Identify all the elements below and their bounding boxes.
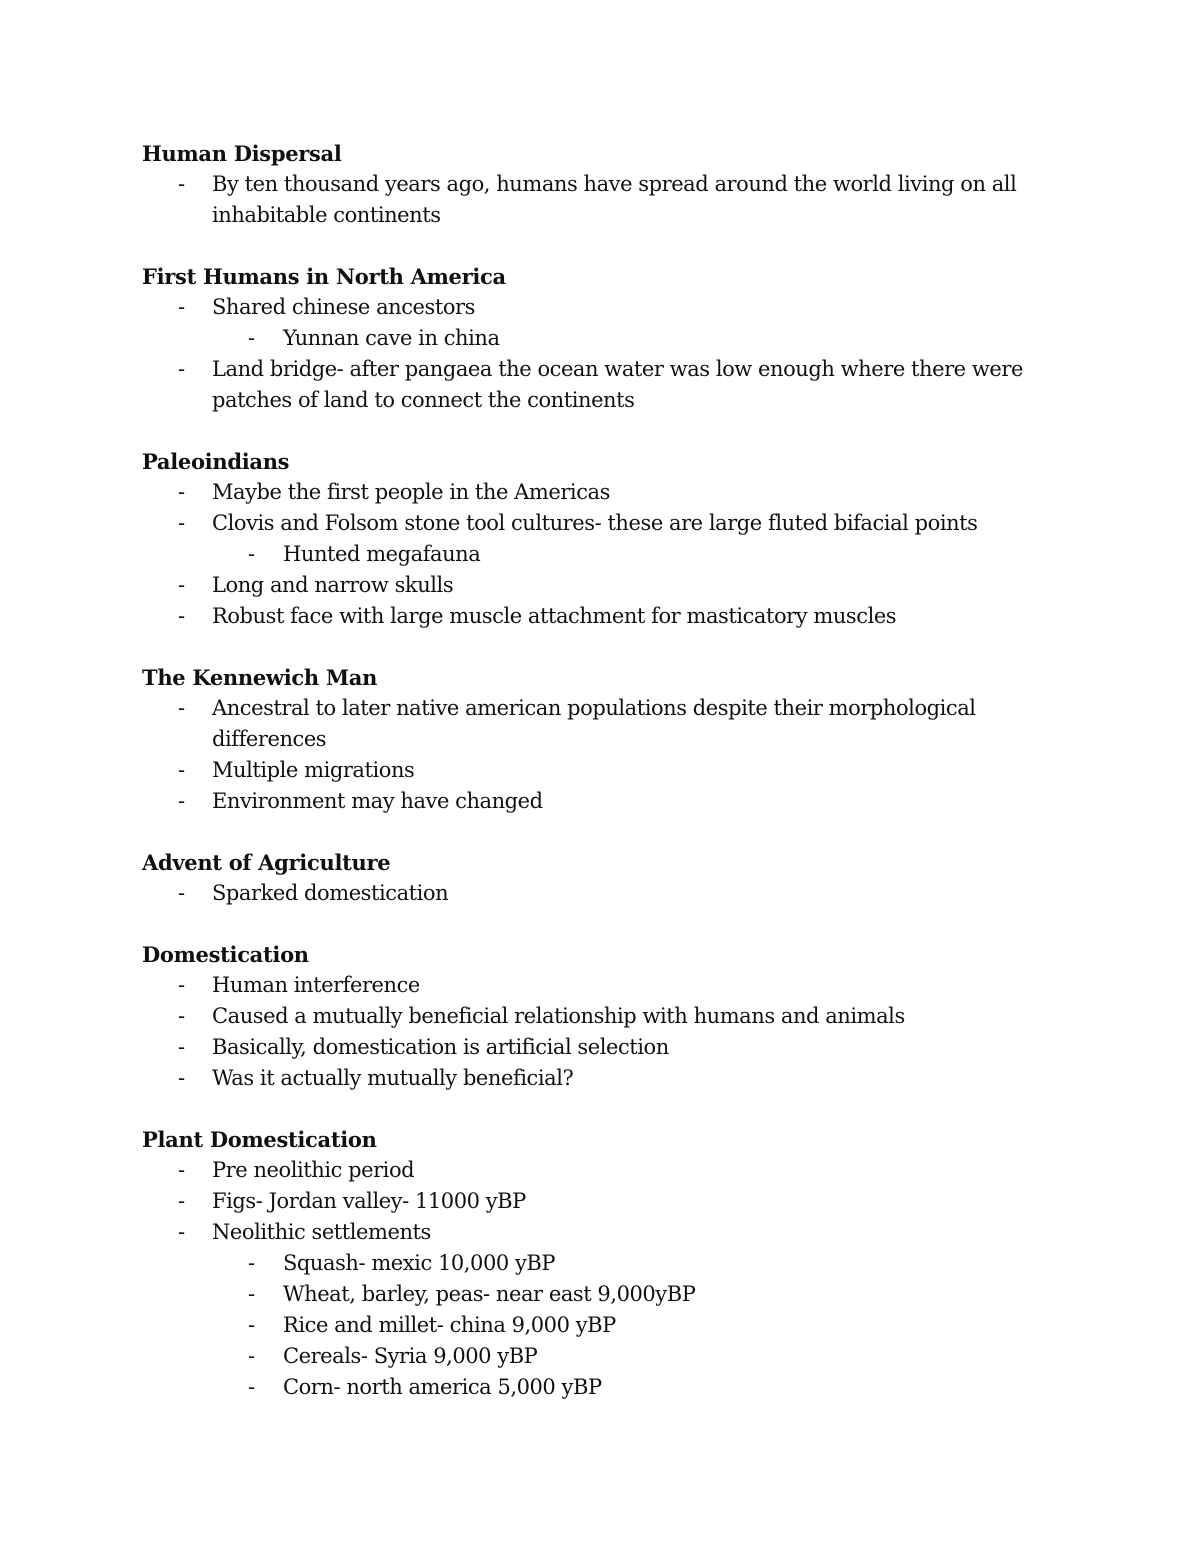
bullet-text: Corn- north america 5,000 yBP — [283, 1375, 602, 1399]
dash-bullet-icon: - — [178, 295, 185, 319]
section — [142, 847, 1062, 909]
dash-bullet-icon: - — [178, 1066, 185, 1090]
bullet-item — [142, 755, 1062, 786]
sub-bullet-item — [142, 1372, 1062, 1403]
section — [142, 662, 1062, 817]
bullet-item — [142, 1155, 1062, 1186]
bullet-text: By ten thousand years ago, humans have spread around the world living on all inhabitable continents — [212, 172, 1017, 227]
dash-bullet-icon: - — [178, 172, 185, 196]
dash-bullet-icon: - — [178, 881, 185, 905]
bullet-text: Land bridge- after pangaea the ocean water was low enough where there were patches of land to connect the continents — [212, 357, 1023, 412]
bullet-text: Neolithic settlements — [212, 1220, 431, 1244]
dash-bullet-icon: - — [178, 789, 185, 813]
bullet-list — [142, 292, 1062, 416]
bullet-list — [142, 1155, 1062, 1403]
dash-bullet-icon: - — [178, 604, 185, 628]
sub-bullet-item — [142, 323, 1062, 354]
section — [142, 1124, 1062, 1403]
dash-bullet-icon: - — [178, 1035, 185, 1059]
bullet-list — [142, 477, 1062, 632]
dash-bullet-icon: - — [248, 1375, 255, 1399]
dash-bullet-icon: - — [178, 511, 185, 535]
bullet-text: Figs- Jordan valley- 11000 yBP — [212, 1189, 526, 1213]
bullet-list — [142, 970, 1062, 1094]
bullet-item — [142, 1063, 1062, 1094]
bullet-list — [142, 693, 1062, 817]
section — [142, 138, 1062, 231]
dash-bullet-icon: - — [248, 1282, 255, 1306]
dash-bullet-icon: - — [178, 1004, 185, 1028]
bullet-list — [142, 169, 1062, 231]
section — [142, 446, 1062, 632]
bullet-text: Robust face with large muscle attachment for masticatory muscles — [212, 604, 897, 628]
bullet-text: Was it actually mutually beneficial? — [212, 1066, 574, 1090]
dash-bullet-icon: - — [178, 357, 185, 381]
document-body — [142, 138, 1062, 1433]
dash-bullet-icon: - — [178, 973, 185, 997]
dash-bullet-icon: - — [178, 758, 185, 782]
section — [142, 939, 1062, 1094]
section-heading: Human Dispersal — [142, 141, 342, 166]
bullet-text: Wheat, barley, peas- near east 9,000yBP — [283, 1282, 696, 1306]
bullet-item — [142, 1217, 1062, 1248]
dash-bullet-icon: - — [178, 480, 185, 504]
bullet-text: Pre neolithic period — [212, 1158, 415, 1182]
dash-bullet-icon: - — [178, 1158, 185, 1182]
sub-bullet-item — [142, 1310, 1062, 1341]
bullet-item — [142, 693, 1062, 755]
bullet-item — [142, 970, 1062, 1001]
dash-bullet-icon: - — [248, 1344, 255, 1368]
bullet-text: Human interference — [212, 973, 420, 997]
bullet-text: Sparked domestication — [212, 881, 449, 905]
bullet-text: Environment may have changed — [212, 789, 543, 813]
section-heading: Advent of Agriculture — [142, 850, 391, 875]
bullet-item — [142, 601, 1062, 632]
sub-bullet-item — [142, 539, 1062, 570]
bullet-text: Long and narrow skulls — [212, 573, 454, 597]
bullet-text: Yunnan cave in china — [283, 326, 500, 350]
bullet-text: Ancestral to later native american populations despite their morphological differences — [212, 696, 976, 751]
bullet-item — [142, 292, 1062, 323]
section-heading: First Humans in North America — [142, 264, 506, 289]
bullet-text: Shared chinese ancestors — [212, 295, 475, 319]
sub-bullet-item — [142, 1341, 1062, 1372]
dash-bullet-icon: - — [178, 1189, 185, 1213]
bullet-item — [142, 477, 1062, 508]
section-heading: Paleoindians — [142, 449, 290, 474]
bullet-text: Basically, domestication is artificial selection — [212, 1035, 669, 1059]
section-heading: Domestication — [142, 942, 309, 967]
bullet-item — [142, 878, 1062, 909]
bullet-text: Clovis and Folsom stone tool cultures- these are large fluted bifacial points — [212, 511, 978, 535]
dash-bullet-icon: - — [248, 542, 255, 566]
bullet-text: Caused a mutually beneficial relationship with humans and animals — [212, 1004, 905, 1028]
section-heading: The Kennewich Man — [142, 665, 378, 690]
dash-bullet-icon: - — [178, 1220, 185, 1244]
bullet-item — [142, 508, 1062, 539]
bullet-item — [142, 570, 1062, 601]
bullet-text: Rice and millet- china 9,000 yBP — [283, 1313, 616, 1337]
section-heading: Plant Domestication — [142, 1127, 377, 1152]
bullet-item — [142, 786, 1062, 817]
bullet-item — [142, 1001, 1062, 1032]
bullet-text: Hunted megafauna — [283, 542, 481, 566]
bullet-text: Squash- mexic 10,000 yBP — [283, 1251, 556, 1275]
dash-bullet-icon: - — [248, 1313, 255, 1337]
bullet-text: Multiple migrations — [212, 758, 415, 782]
bullet-item — [142, 169, 1062, 231]
bullet-item — [142, 354, 1062, 416]
dash-bullet-icon: - — [178, 696, 185, 720]
bullet-item — [142, 1032, 1062, 1063]
bullet-list — [142, 878, 1062, 909]
section — [142, 261, 1062, 416]
dash-bullet-icon: - — [248, 326, 255, 350]
sub-bullet-item — [142, 1248, 1062, 1279]
dash-bullet-icon: - — [248, 1251, 255, 1275]
bullet-text: Cereals- Syria 9,000 yBP — [283, 1344, 538, 1368]
sub-bullet-item — [142, 1279, 1062, 1310]
bullet-text: Maybe the first people in the Americas — [212, 480, 610, 504]
bullet-item — [142, 1186, 1062, 1217]
dash-bullet-icon: - — [178, 573, 185, 597]
